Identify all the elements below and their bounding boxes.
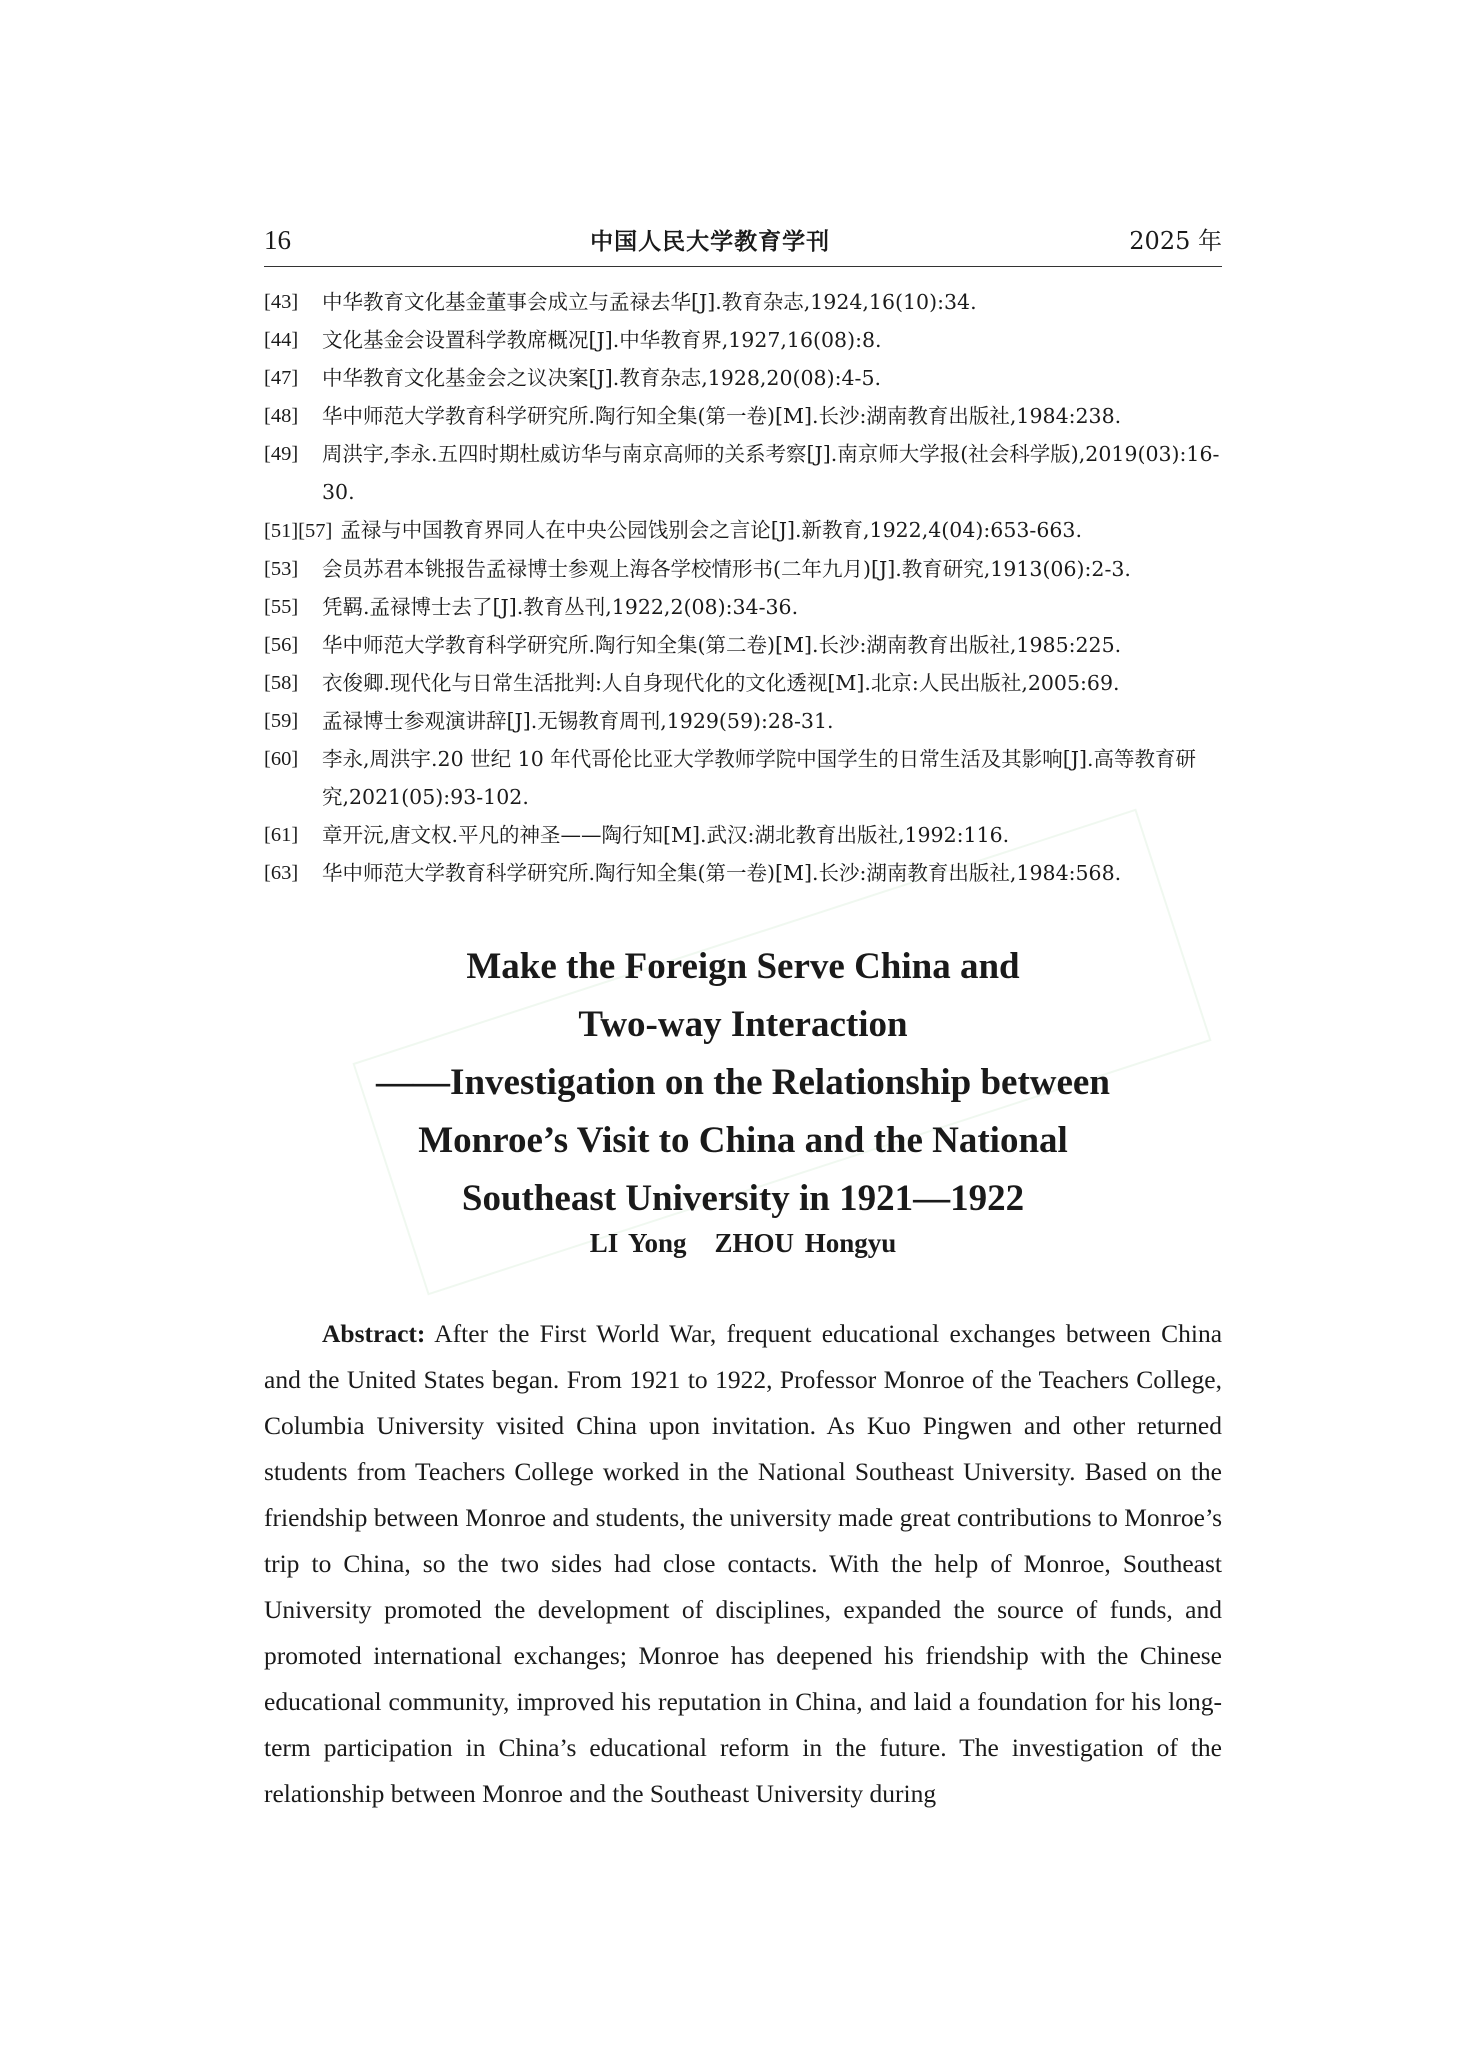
title-line: Make the Foreign Serve China and (466, 946, 1020, 987)
reference-text: 周洪宇,李永.五四时期杜威访华与南京高师的关系考察[J].南京师大学报(社会科学版),2019(03):16-30. (322, 442, 1220, 504)
article-title (264, 938, 1222, 1228)
title-line: ——Investigation on the Relationship between (376, 1062, 1110, 1103)
reference-number: [49] (264, 443, 299, 465)
reference-item (264, 588, 1222, 626)
reference-text: 华中师范大学教育科学研究所.陶行知全集(第一卷)[M].长沙:湖南教育出版社,1984:568. (322, 861, 1122, 885)
abstract-text: After the First World War, frequent educational exchanges between China and the United States began. From 1921 to 1922, Professor Monroe of the Teachers College, Columbia University visited China upon invitation. As Kuo Pingwen and other returned students from Teachers College worked in the National Southeast University. Based on the friendship between Monroe and students, the university made great contributions to Monroe’s trip to China, so the two sides had close contacts. With the help of Monroe, Southeast University promoted the development of disciplines, expanded the source of funds, and promoted international exchanges; Monroe has deepened his friendship with the Chinese educational community, improved his reputation in China, and laid a foundation for his long-term participation in China’s educational reform in the future. The investigation of the relationship between Monroe and the Southeast University during (264, 1319, 1223, 1808)
reference-text: 中华教育文化基金董事会成立与孟禄去华[J].教育杂志,1924,16(10):34. (322, 290, 977, 314)
reference-number: [58] (264, 672, 299, 694)
abstract (264, 1311, 1222, 1817)
title-line: Southeast University in 1921—1922 (461, 1178, 1025, 1219)
reference-list (264, 283, 1222, 892)
reference-item (264, 435, 1222, 511)
journal-title: 中国人民大学教育学刊 (590, 229, 831, 255)
reference-item (264, 626, 1222, 664)
reference-text: 孟禄博士参观演讲辞[J].无锡教育周刊,1929(59):28-31. (322, 709, 834, 733)
reference-number: [47] (264, 367, 299, 389)
author-list (264, 1228, 1222, 1259)
reference-number: [53] (264, 558, 299, 580)
reference-text: 会员苏君本铫报告孟禄博士参观上海各学校情形书(二年九月)[J].教育研究,1913(06):2-3. (322, 557, 1131, 581)
reference-text: 凭羁.孟禄博士去了[J].教育丛刊,1922,2(08):34-36. (322, 595, 799, 619)
reference-item (264, 397, 1222, 435)
reference-number: [51][57] (264, 520, 333, 542)
author-name: ZHOU Hongyu (714, 1228, 897, 1258)
reference-number: [43] (264, 291, 299, 313)
running-header (264, 220, 1222, 267)
reference-item (264, 664, 1222, 702)
title-line: Monroe’s Visit to China and the National (418, 1120, 1068, 1161)
reference-item (264, 702, 1222, 740)
journal-year: 2025 年 (1129, 227, 1222, 255)
reference-number: [59] (264, 710, 299, 732)
page-number: 16 (264, 225, 291, 255)
abstract-label: Abstract: (322, 1319, 426, 1348)
reference-text: 衣俊卿.现代化与日常生活批判:人自身现代化的文化透视[M].北京:人民出版社,2005:69. (322, 671, 1120, 695)
author-name: LI Yong (589, 1228, 687, 1258)
reference-item (264, 321, 1222, 359)
reference-number: [61] (264, 824, 299, 846)
reference-text: 华中师范大学教育科学研究所.陶行知全集(第二卷)[M].长沙:湖南教育出版社,1985:225. (322, 633, 1122, 657)
reference-text: 李永,周洪宇.20 世纪 10 年代哥伦比亚大学教师学院中国学生的日常生活及其影响[J].高等教育研究,2021(05):93-102. (322, 747, 1196, 809)
reference-text: 华中师范大学教育科学研究所.陶行知全集(第一卷)[M].长沙:湖南教育出版社,1984:238. (322, 404, 1122, 428)
page (264, 220, 1222, 1817)
reference-item (264, 816, 1222, 854)
reference-item (264, 511, 1222, 550)
reference-item (264, 740, 1222, 816)
reference-number: [55] (264, 596, 299, 618)
reference-number: [56] (264, 634, 299, 656)
reference-number: [63] (264, 862, 299, 884)
reference-number: [60] (264, 748, 299, 770)
title-line: Two-way Interaction (578, 1004, 908, 1045)
reference-text: 中华教育文化基金会之议决案[J].教育杂志,1928,20(08):4-5. (322, 366, 882, 390)
reference-text: 文化基金会设置科学教席概况[J].中华教育界,1927,16(08):8. (322, 328, 882, 352)
reference-item (264, 550, 1222, 588)
reference-item (264, 359, 1222, 397)
reference-number: [48] (264, 405, 299, 427)
reference-text: 章开沅,唐文权.平凡的神圣——陶行知[M].武汉:湖北教育出版社,1992:116. (322, 823, 1010, 847)
reference-text: 孟禄与中国教育界同人在中央公园饯别会之言论[J].新教育,1922,4(04):653-663. (340, 518, 1082, 542)
reference-item (264, 854, 1222, 892)
reference-item (264, 283, 1222, 321)
reference-number: [44] (264, 329, 299, 351)
